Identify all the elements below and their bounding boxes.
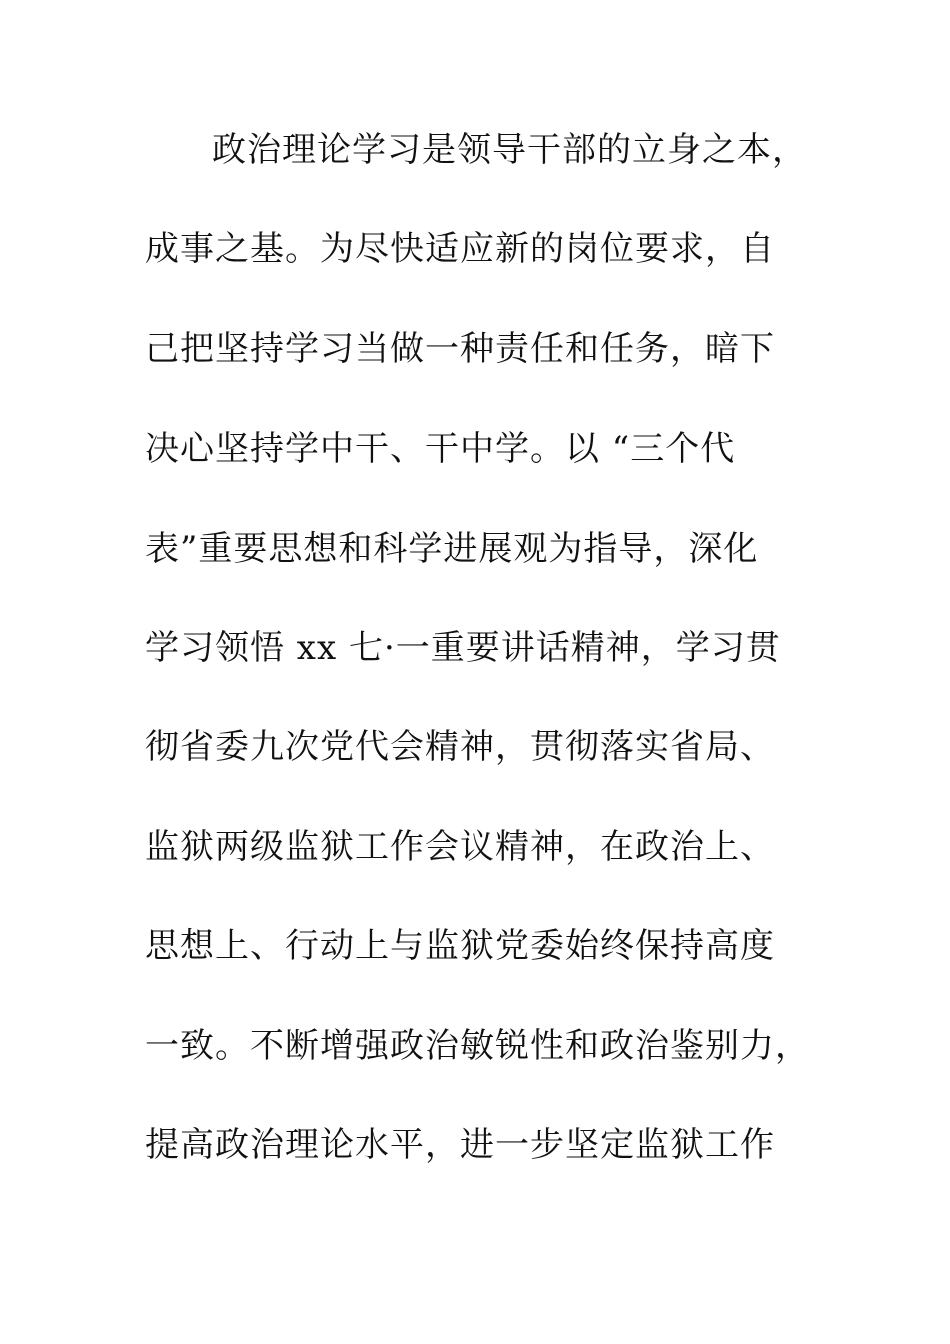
text-line: 表”重要思想和科学进展观为指导，深化 (145, 529, 759, 569)
text-line: 彻省委九次党代会精神，贯彻落实省局、 (145, 727, 775, 767)
text-line: 提高政治理论水平，进一步坚定监狱工作 (145, 1125, 775, 1165)
text-line: 学习领悟 xx 七·一重要讲话精神，学习贯 (145, 628, 781, 668)
text-line: 思想上、行动上与监狱党委始终保持高度 (145, 926, 775, 966)
text-line: 一致。不断增强政治敏锐性和政治鉴别力， (145, 1026, 810, 1066)
text-line: 己把坚持学习当做一种责任和任务，暗下 (145, 329, 775, 369)
text-line: 监狱两级监狱工作会议精神，在政治上、 (145, 827, 775, 867)
text-line: 决心坚持学中干、干中学。以 “三个代 (145, 429, 736, 469)
text-line: 政治理论学习是领导干部的立身之本， (212, 130, 807, 170)
text-line: 成事之基。为尽快适应新的岗位要求，自 (145, 229, 775, 269)
